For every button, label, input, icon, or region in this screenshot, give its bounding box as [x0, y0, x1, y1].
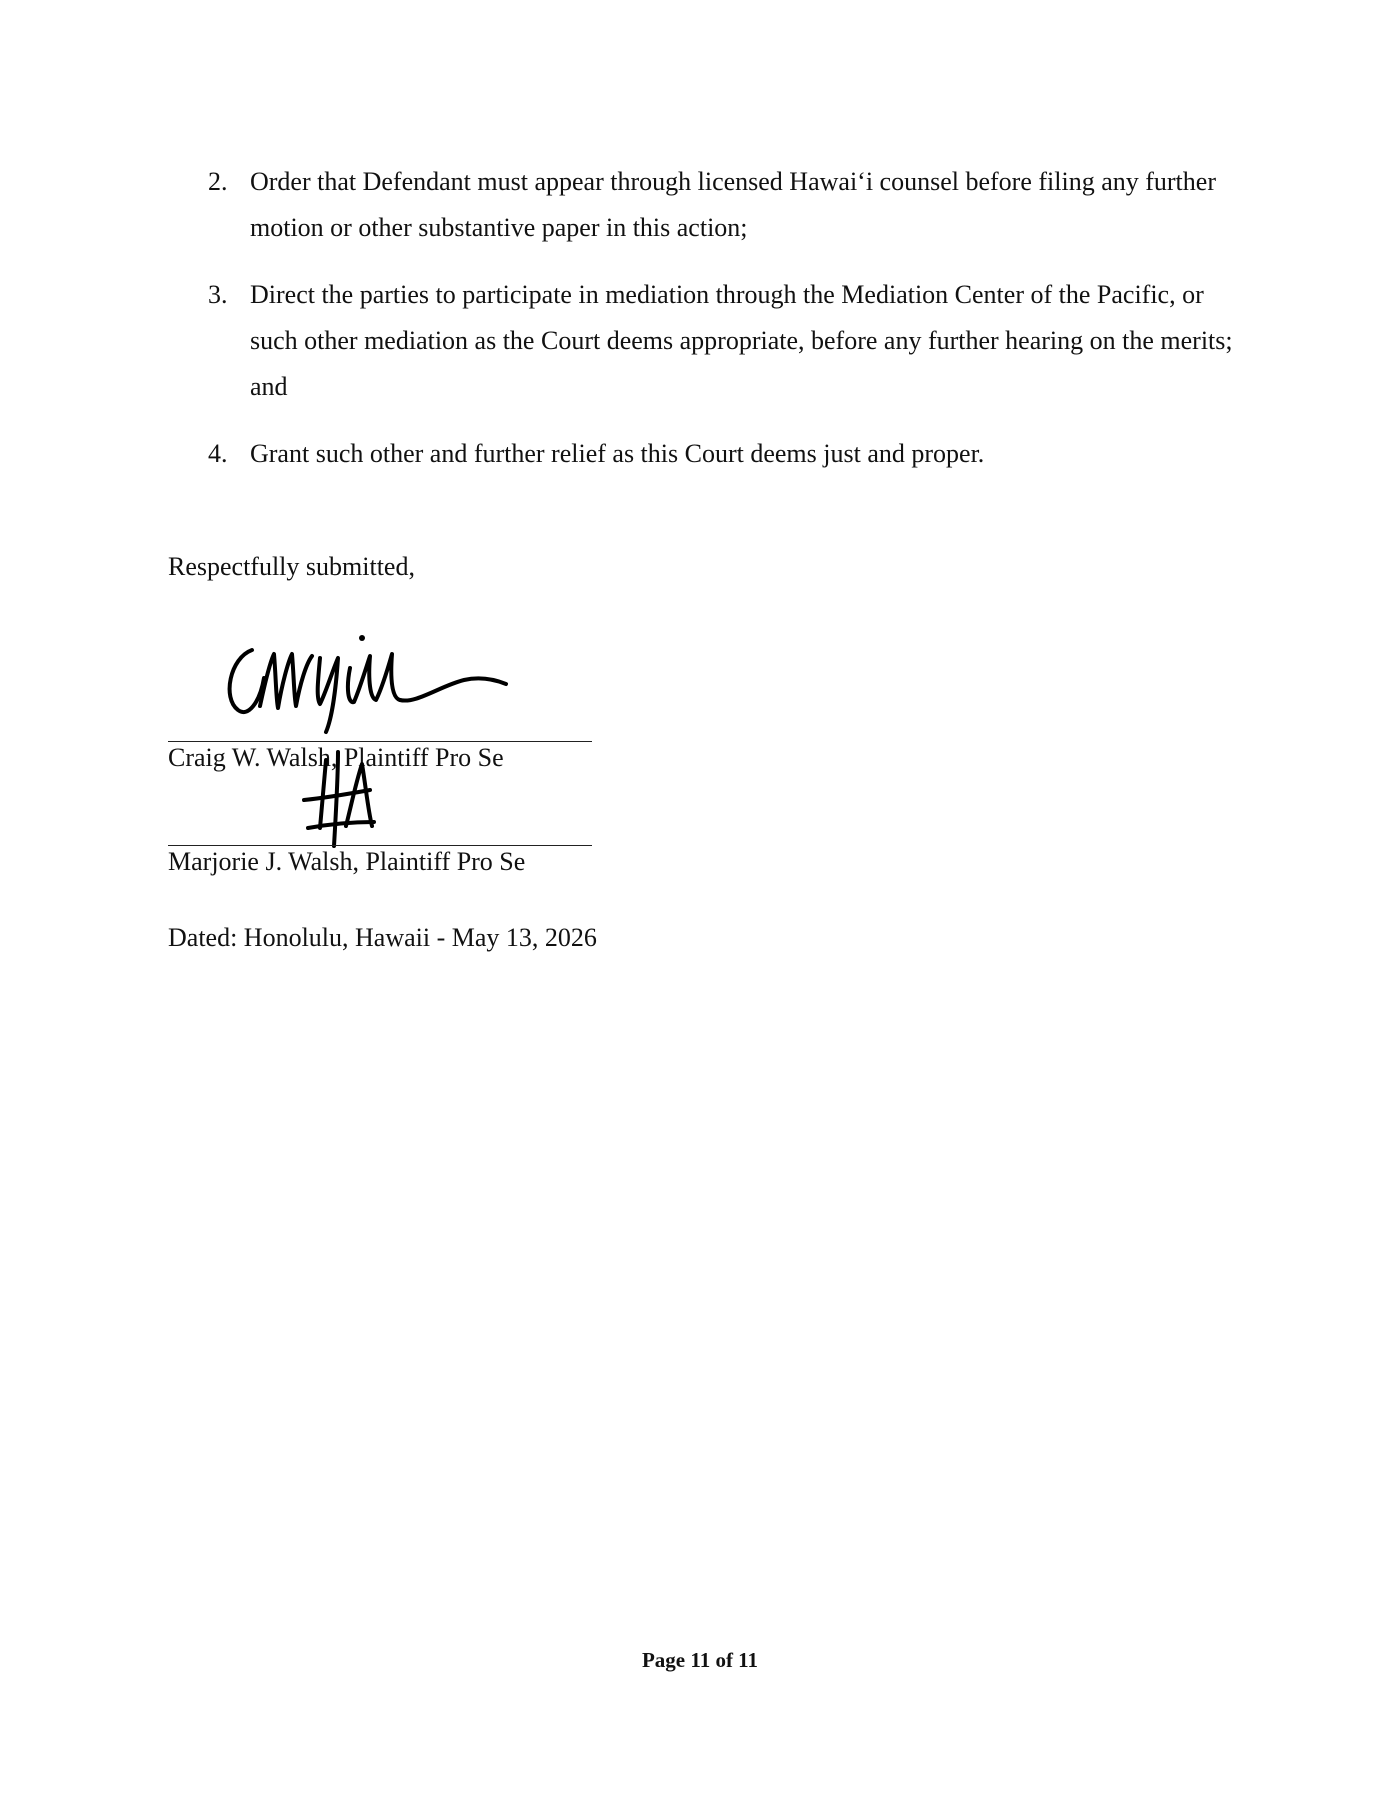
signatory-name-marjorie: Marjorie J. Walsh, Plaintiff Pro Se [168, 847, 526, 876]
item-number: 3. [208, 280, 228, 309]
relief-item-3 [208, 272, 1248, 410]
page-number: Page 11 of 11 [641, 1648, 759, 1672]
item-text: Grant such other and further relief as this Court deems just and proper. [250, 439, 985, 468]
item-number: 4. [208, 439, 228, 468]
item-number: 2. [208, 167, 228, 196]
signature-craig [220, 628, 640, 738]
page-footer [0, 1648, 1400, 1673]
item-text: Direct the parties to participate in mediation through the Mediation Center of the Pacific, or such other mediation as the Court deems appropriate, before any further hearing on the merits; and [250, 280, 1233, 401]
signatory-name-craig: Craig W. Walsh, Plaintiff Pro Se [168, 743, 504, 772]
relief-item-2 [208, 159, 1248, 251]
closing-text: Respectfully submitted, [168, 552, 415, 581]
signature-marjorie [290, 742, 410, 852]
dated-line: Dated: Honolulu, Hawaii - May 13, 2026 [168, 923, 597, 952]
relief-item-4 [208, 431, 1248, 477]
item-text: Order that Defendant must appear through licensed Hawai‘i counsel before filing any further motion or other substantive paper in this action; [250, 167, 1216, 242]
